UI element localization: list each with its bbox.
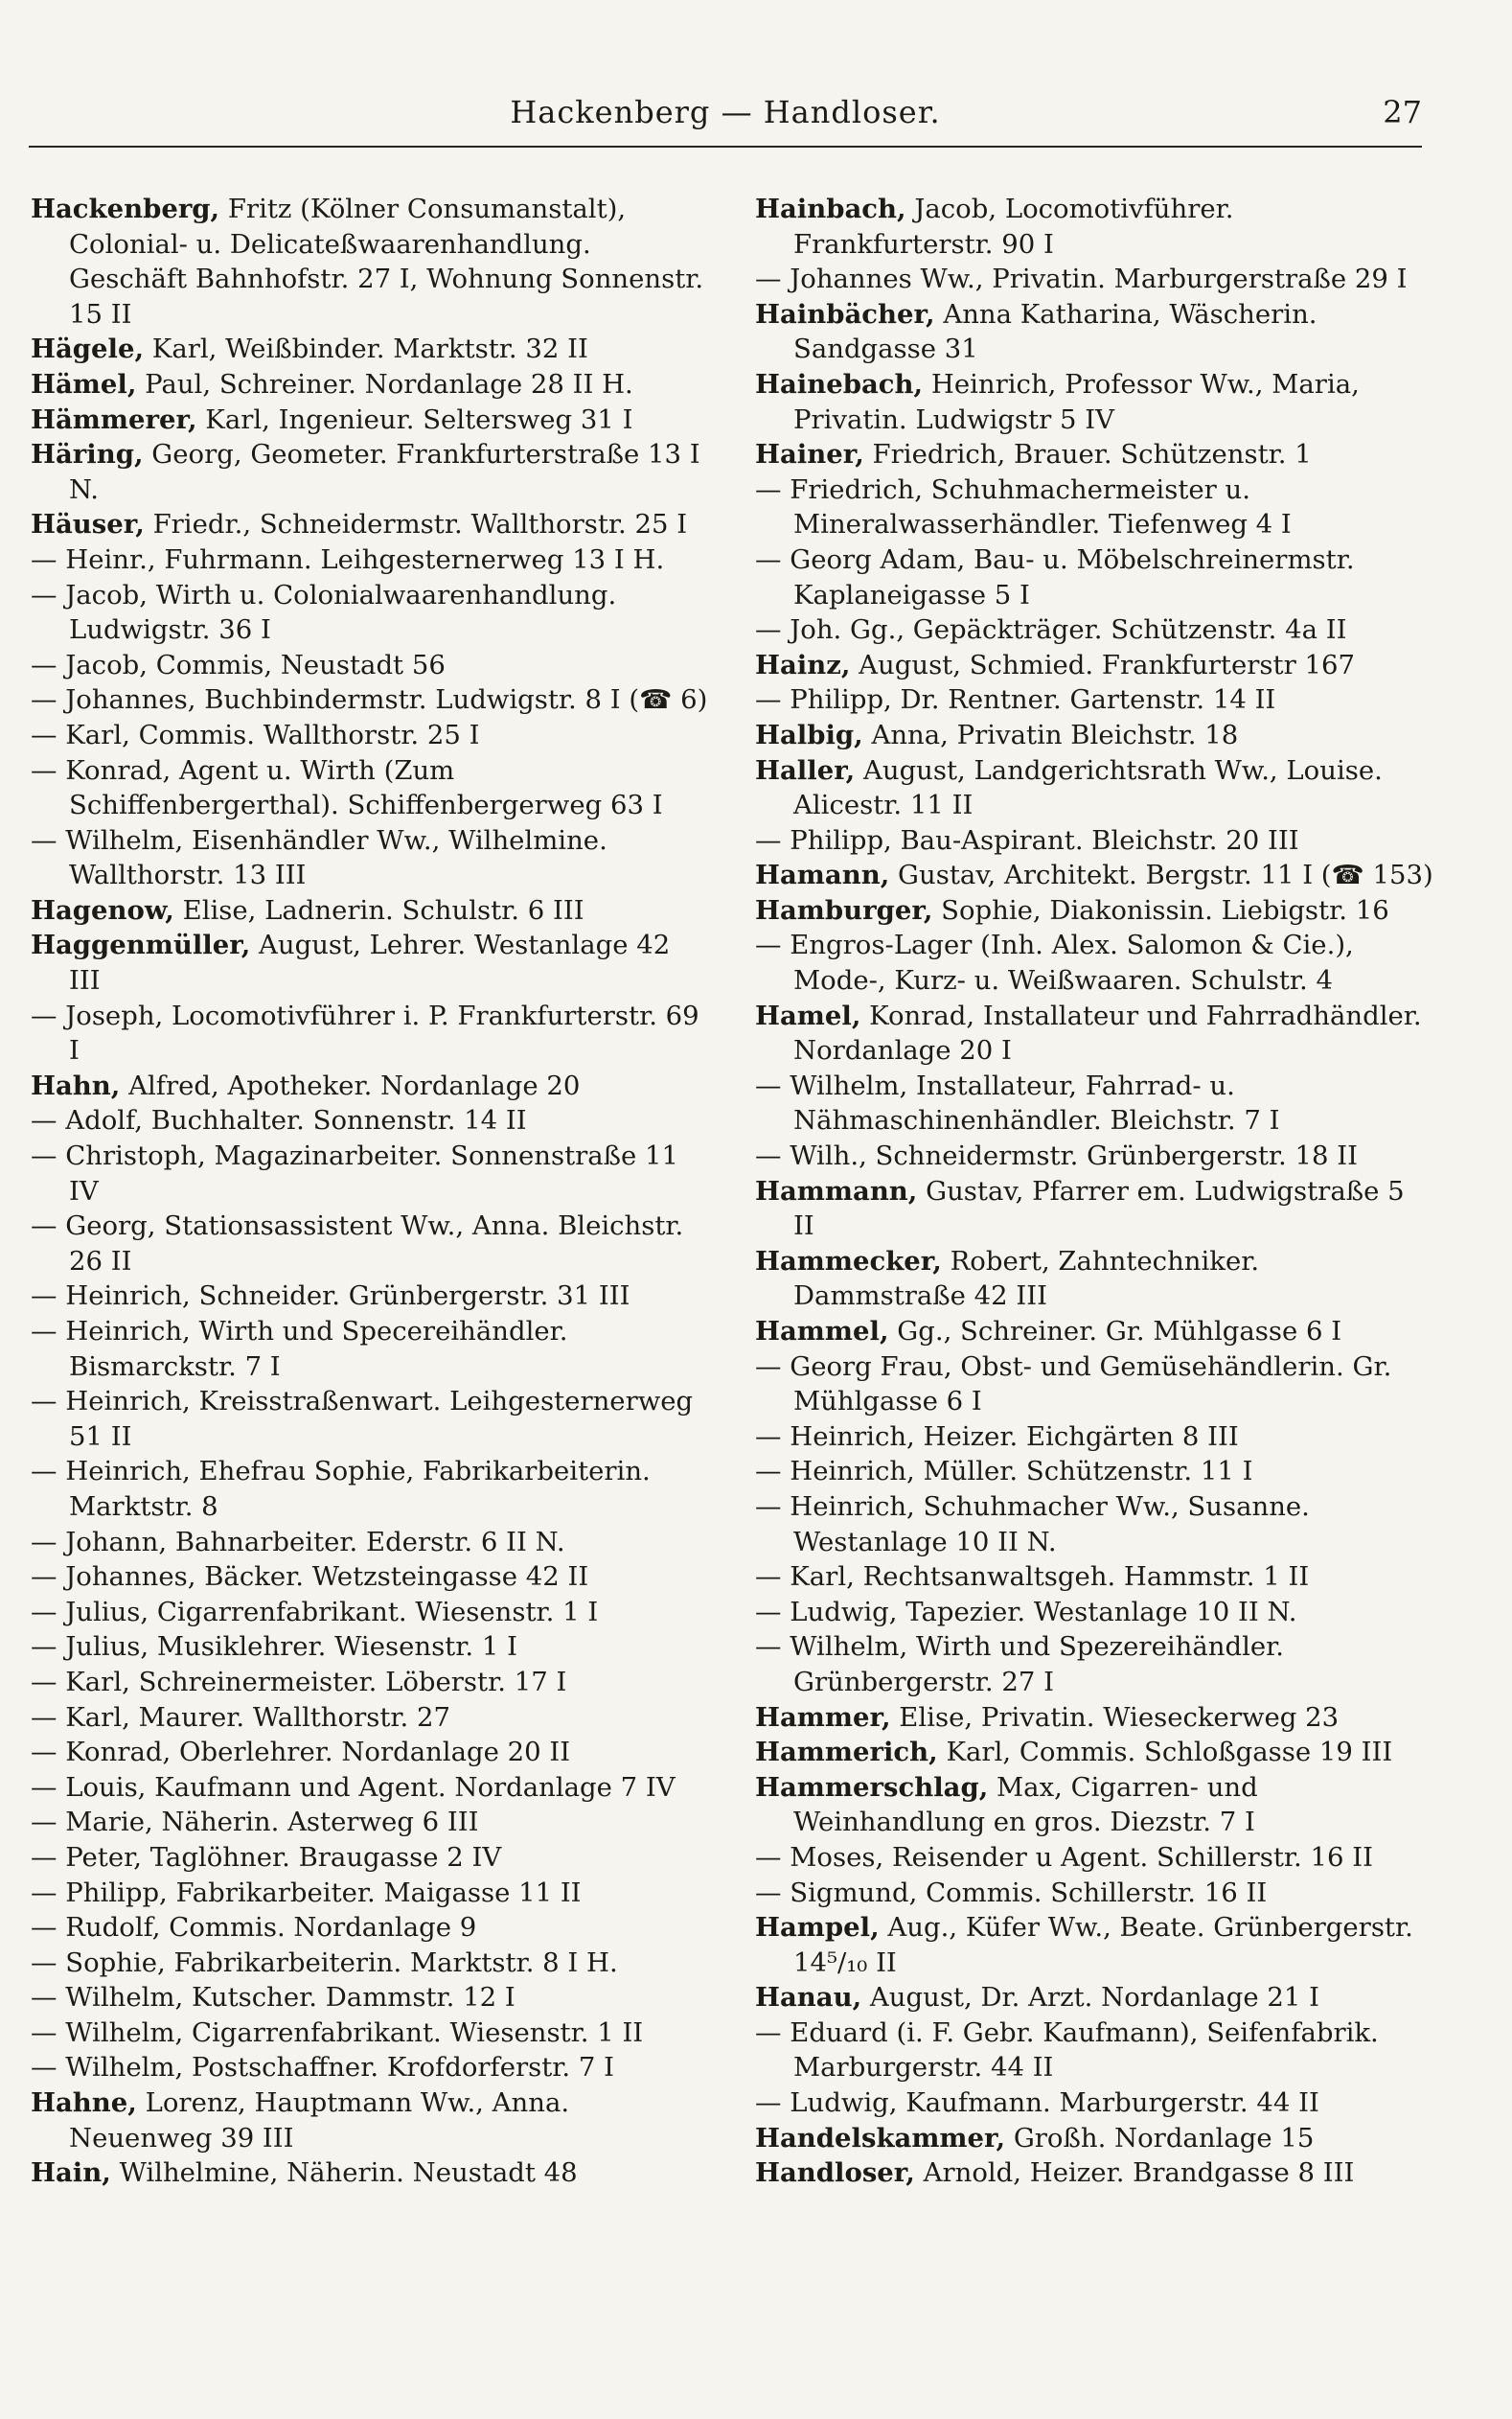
entry-details: Gustav, Pfarrer em. Ludwigstraße 5 II <box>793 1175 1405 1242</box>
directory-entry <box>755 1174 1433 1244</box>
directory-entry <box>755 472 1433 542</box>
entry-details: Friedrich, Brauer. Schützenstr. 1 <box>863 439 1312 471</box>
entry-surname: Hainbächer, <box>755 298 935 330</box>
directory-entry <box>31 1595 709 1630</box>
directory-entry <box>31 823 709 893</box>
directory-entry <box>31 332 709 367</box>
directory-entry <box>755 1139 1433 1174</box>
entry-details: — Wilhelm, Postschaffner. Krofdorferstr. 7 I <box>31 2052 615 2084</box>
directory-entry <box>31 648 709 683</box>
directory-entry <box>31 1980 709 2016</box>
entry-surname: Hamburger, <box>755 894 933 926</box>
entry-details: August, Schmied. Frankfurterstr 167 <box>850 649 1355 680</box>
entry-surname: Hammer, <box>755 1701 891 1733</box>
running-title: Hackenberg — Handloser. <box>510 94 941 130</box>
entry-details: August, Lehrer. Westanlage 42 III <box>69 930 671 997</box>
directory-entry <box>31 928 709 998</box>
entry-details: — Engros-Lager (Inh. Alex. Salomon & Cie.), Mode-, Kurz- u. Weißwaaren. Schulstr. 4 <box>755 930 1354 997</box>
entry-surname: Hägele, <box>31 334 145 365</box>
directory-entry <box>31 2050 709 2085</box>
entry-details: Karl, Weißbinder. Marktstr. 32 II <box>144 334 588 365</box>
entry-surname: Hamel, <box>755 1000 861 1031</box>
directory-entry <box>755 1595 1433 1630</box>
entry-details: Lorenz, Hauptmann Ww., Anna. Neuenweg 39 III <box>69 2087 570 2154</box>
entry-details: — Georg Adam, Bau- u. Möbelschreinermstr. Kaplaneigasse 5 I <box>755 543 1355 611</box>
directory-entry <box>31 507 709 542</box>
entry-surname: Hampel, <box>755 1912 880 1944</box>
directory-entry <box>755 1559 1433 1595</box>
entry-details: Aug., Küfer Ww., Beate. Grünbergerstr. 14⁵/₁₀ II <box>793 1912 1413 1978</box>
entry-surname: Häring, <box>31 439 144 471</box>
entry-details: — Joh. Gg., Gepäckträger. Schützenstr. 4a II <box>755 614 1347 646</box>
entry-details: Elise, Privatin. Wieseckerweg 23 <box>890 1701 1340 1733</box>
directory-entry <box>755 192 1433 262</box>
page-header <box>29 88 1422 136</box>
directory-entry <box>755 2121 1433 2156</box>
entry-details: — Karl, Maurer. Wallthorstr. 27 <box>31 1701 450 1733</box>
entry-details: — Johann, Bahnarbeiter. Ederstr. 6 II N. <box>31 1526 565 1557</box>
entry-details: Paul, Schreiner. Nordanlage 28 II H. <box>136 368 633 400</box>
directory-entry <box>31 1069 709 1104</box>
directory-entry <box>755 2016 1433 2085</box>
entry-details: — Konrad, Oberlehrer. Nordanlage 20 II <box>31 1737 571 1768</box>
entry-surname: Hainer, <box>755 439 864 471</box>
left-column <box>31 192 709 2191</box>
directory-entry <box>755 2155 1433 2191</box>
directory-entry <box>31 682 709 718</box>
entry-details: — Konrad, Agent u. Wirth (Zum Schiffenbergerthal). Schiffenbergerweg 63 I <box>31 754 663 821</box>
entry-surname: Hainbach, <box>755 194 906 224</box>
entry-details: — Julius, Cigarrenfabrikant. Wiesenstr. 1 I <box>31 1596 599 1627</box>
entry-details: — Heinrich, Wirth und Specereihändler. Bismarckstr. 7 I <box>31 1316 568 1382</box>
entry-details: — Sigmund, Commis. Schillerstr. 16 II <box>755 1877 1268 1908</box>
entry-details: Elise, Ladnerin. Schulstr. 6 III <box>173 894 584 926</box>
entry-details: — Philipp, Dr. Rentner. Gartenstr. 14 II <box>755 684 1276 716</box>
entry-surname: Hagenow, <box>31 894 174 926</box>
entry-details: — Friedrich, Schuhmachermeister u. Mineralwasserhändler. Tiefenweg 4 I <box>755 473 1292 541</box>
entry-details: — Karl, Rechtsanwaltsgeh. Hammstr. 1 II <box>755 1561 1310 1593</box>
entry-details: Alfred, Apotheker. Nordanlage 20 <box>120 1070 581 1101</box>
entry-details: Jacob, Locomotivführer. Frankfurterstr. 90 I <box>793 194 1234 260</box>
entry-surname: Hämmerer, <box>31 403 197 435</box>
entry-details: August, Landgerichtsrath Ww., Louise. Alicestr. 11 II <box>793 754 1383 821</box>
entry-details: — Johannes, Bäcker. Wetzsteingasse 42 II <box>31 1561 589 1593</box>
entry-details: Sophie, Diakonissin. Liebigstr. 16 <box>932 894 1389 926</box>
directory-entry <box>31 1805 709 1840</box>
directory-entry <box>755 1735 1433 1770</box>
entry-details: Heinrich, Professor Ww., Maria, Privatin. Ludwigstr 5 IV <box>793 368 1360 435</box>
entry-details: — Joseph, Locomotivführer i. P. Frankfurterstr. 69 I <box>31 1000 699 1067</box>
entry-surname: Hainz, <box>755 649 851 680</box>
directory-entry <box>31 753 709 823</box>
entry-surname: Haller, <box>755 754 856 786</box>
directory-entry <box>31 1525 709 1560</box>
directory-entry <box>755 1314 1433 1349</box>
entry-details: — Wilhelm, Cigarrenfabrikant. Wiesenstr. 1 II <box>31 2016 644 2048</box>
entry-details: — Julius, Musiklehrer. Wiesenstr. 1 I <box>31 1631 517 1663</box>
directory-entry <box>755 893 1433 929</box>
directory-entry <box>31 1279 709 1314</box>
directory-entry <box>31 1139 709 1209</box>
directory-entry <box>31 192 709 332</box>
entry-surname: Hahne, <box>31 2087 137 2119</box>
entry-surname: Handloser, <box>755 2157 915 2189</box>
entry-details: — Sophie, Fabrikarbeiterin. Marktstr. 8 I H. <box>31 1947 618 1978</box>
entry-details: — Georg, Stationsassistent Ww., Anna. Bleichstr. 26 II <box>31 1210 684 1277</box>
entry-details: Arnold, Heizer. Brandgasse 8 III <box>914 2157 1355 2189</box>
entry-surname: Hammerich, <box>755 1737 938 1768</box>
entry-details: — Georg Frau, Obst- und Gemüsehändlerin. Gr. Mühlgasse 6 I <box>755 1350 1392 1417</box>
entry-details: — Karl, Schreinermeister. Löberstr. 17 I <box>31 1666 567 1697</box>
directory-entry <box>755 1629 1433 1699</box>
entry-details: Gg., Schreiner. Gr. Mühlgasse 6 I <box>888 1316 1342 1347</box>
directory-entry <box>31 2016 709 2051</box>
entry-details: — Karl, Commis. Wallthorstr. 25 I <box>31 719 480 750</box>
entry-details: — Wilhelm, Installateur, Fahrrad- u. Nähmaschinenhändler. Bleichstr. 7 I <box>755 1070 1280 1137</box>
entry-surname: Hainebach, <box>755 368 924 400</box>
entry-details: — Heinrich, Schuhmacher Ww., Susanne. Westanlage 10 II N. <box>755 1490 1310 1557</box>
entry-surname: Hämel, <box>31 368 137 400</box>
entry-surname: Haggenmüller, <box>31 930 251 961</box>
entry-details: — Jacob, Wirth u. Colonialwaarenhandlung. Ludwigstr. 36 I <box>31 579 617 646</box>
directory-entry <box>31 403 709 438</box>
directory-entry <box>755 1840 1433 1876</box>
directory-entry <box>31 1910 709 1946</box>
entry-details: — Peter, Taglöhner. Braugasse 2 IV <box>31 1841 502 1873</box>
entry-details: — Jacob, Commis, Neustadt 56 <box>31 649 446 680</box>
entry-details: Großh. Nordanlage 15 <box>1005 2122 1315 2154</box>
entry-details: — Marie, Näherin. Asterweg 6 III <box>31 1807 479 1838</box>
directory-entry <box>31 367 709 403</box>
entry-details: — Heinrich, Kreisstraßenwart. Leihgesternerweg 51 II <box>31 1386 694 1452</box>
directory-entry <box>31 1314 709 1384</box>
entry-surname: Hamann, <box>755 860 890 891</box>
entry-details: — Heinr., Fuhrmann. Leihgesternerweg 13 I H. <box>31 543 665 575</box>
directory-entry <box>31 437 709 507</box>
entry-surname: Hammann, <box>755 1175 918 1207</box>
directory-entry <box>31 1946 709 1981</box>
directory-entry <box>31 1629 709 1665</box>
entry-details: — Louis, Kaufmann und Agent. Nordanlage 7 IV <box>31 1771 676 1803</box>
entry-details: — Eduard (i. F. Gebr. Kaufmann), Seifenfabrik. Marburgerstr. 44 II <box>755 2016 1379 2084</box>
directory-entry <box>755 753 1433 823</box>
entry-details: — Moses, Reisender u Agent. Schillerstr. 16 II <box>755 1841 1374 1873</box>
directory-entry <box>31 1700 709 1736</box>
entry-details: Karl, Commis. Schloßgasse 19 III <box>937 1737 1393 1768</box>
directory-entry <box>755 262 1433 297</box>
entry-details: — Wilhelm, Eisenhändler Ww., Wilhelmine. Wallthorstr. 13 III <box>31 824 607 891</box>
entry-details: — Heinrich, Heizer. Eichgärten 8 III <box>755 1420 1239 1452</box>
directory-entry <box>31 1384 709 1454</box>
entry-surname: Hammel, <box>755 1316 889 1347</box>
directory-entry <box>31 1559 709 1595</box>
directory-entry <box>755 1770 1433 1840</box>
directory-entry <box>755 1980 1433 2016</box>
directory-entry <box>755 999 1433 1069</box>
directory-entry <box>755 1454 1433 1489</box>
entry-details: Fritz (Kölner Consumanstalt), Colonial- u. Delicateßwaarenhandlung. Geschäft Bahnhofstr. 27 I, Wohnung Sonnenstr. 15 II <box>69 194 704 330</box>
directory-entry <box>755 682 1433 718</box>
entry-surname: Häuser, <box>31 509 145 541</box>
directory-entry <box>31 1840 709 1876</box>
directory-entry <box>755 928 1433 998</box>
directory-entry <box>755 1489 1433 1559</box>
entry-details: Karl, Ingenieur. Selterswеg 31 I <box>196 403 633 435</box>
entry-details: — Heinrich, Schneider. Grünbergerstr. 31 III <box>31 1280 630 1312</box>
entry-details: Anna Katharina, Wäscherin. Sandgasse 31 <box>793 298 1317 365</box>
entry-details: — Ludwig, Kaufmann. Marburgerstr. 44 II <box>755 2087 1319 2119</box>
entry-surname: Hahn, <box>31 1070 121 1101</box>
entry-details: — Heinrich, Ehefrau Sophie, Fabrikarbeiterin. Marktstr. 8 <box>31 1456 651 1522</box>
entry-surname: Hain, <box>31 2157 111 2189</box>
entry-details: — Rudolf, Commis. Nordanlage 9 <box>31 1912 477 1944</box>
directory-entry <box>31 999 709 1069</box>
entry-details: Gustav, Architekt. Bergstr. 11 I (☎ 153) <box>889 860 1433 891</box>
entry-surname: Handelskammer, <box>755 2122 1006 2154</box>
directory-entry <box>31 1454 709 1524</box>
entry-details: Robert, Zahntechniker. Dammstraße 42 III <box>793 1245 1260 1312</box>
entry-surname: Halbig, <box>755 719 863 750</box>
directory-entry <box>755 1069 1433 1139</box>
directory-entry <box>31 1770 709 1806</box>
right-column <box>755 192 1433 2191</box>
entry-details: Georg, Geometer. Frankfurterstraße 13 I N. <box>69 439 700 505</box>
directory-entry <box>755 612 1433 648</box>
entry-details: Friedr., Schneidermstr. Wallthorstr. 25 I <box>144 509 688 541</box>
entry-details: — Wilhelm, Kutscher. Dammstr. 12 I <box>31 1982 515 2014</box>
directory-entry <box>755 542 1433 612</box>
entry-surname: Hammerschlag, <box>755 1771 989 1803</box>
directory-entry <box>755 1700 1433 1736</box>
entry-details: Wilhelmine, Näherin. Neustadt 48 <box>110 2157 578 2189</box>
header-rule <box>29 146 1422 148</box>
directory-entry <box>755 648 1433 683</box>
entry-details: Anna, Privatin Bleichstr. 18 <box>862 719 1239 750</box>
directory-entry <box>755 1349 1433 1419</box>
directory-entry <box>755 367 1433 437</box>
directory-entry <box>755 823 1433 859</box>
entry-details: — Wilhelm, Wirth und Spezereihändler. Grünbergerstr. 27 I <box>755 1631 1285 1697</box>
entry-details: — Adolf, Buchhalter. Sonnenstr. 14 II <box>31 1105 527 1137</box>
entry-details: — Christoph, Magazinarbeiter. Sonnenstraße 11 IV <box>31 1140 679 1207</box>
entry-details: — Ludwig, Tapezier. Westanlage 10 II N. <box>755 1596 1297 1627</box>
entry-details: — Heinrich, Müller. Schützenstr. 11 I <box>755 1456 1253 1487</box>
directory-entry <box>755 1419 1433 1455</box>
directory-entry <box>31 718 709 753</box>
entry-surname: Hanau, <box>755 1982 862 2014</box>
directory-entry <box>31 1103 709 1139</box>
directory-entry <box>755 297 1433 367</box>
directory-entry <box>755 437 1433 472</box>
entry-details: Max, Cigarren- und Weinhandlung en gros. Diezstr. 7 I <box>793 1771 1258 1838</box>
directory-entry <box>755 1876 1433 1911</box>
entry-surname: Hammecker, <box>755 1245 942 1277</box>
directory-entry <box>755 1244 1433 1314</box>
page-number: 27 <box>1383 94 1422 130</box>
directory-entry <box>31 1876 709 1911</box>
directory-entry <box>31 893 709 929</box>
directory-entry <box>755 718 1433 753</box>
directory-entry <box>31 1665 709 1700</box>
entry-details: — Philipp, Bau-Aspirant. Bleichstr. 20 III <box>755 824 1299 856</box>
directory-entry <box>755 2085 1433 2121</box>
directory-entry <box>31 542 709 578</box>
entry-details: Konrad, Installateur und Fahrradhändler. Nordanlage 20 I <box>793 1000 1422 1067</box>
directory-entry <box>31 1209 709 1279</box>
directory-entry <box>755 1910 1433 1980</box>
directory-entry <box>755 858 1433 893</box>
entry-surname: Hackenberg, <box>31 194 220 224</box>
directory-entry <box>31 2085 709 2155</box>
directory-entry <box>31 578 709 648</box>
entry-details: — Philipp, Fabrikarbeiter. Maigasse 11 II <box>31 1877 582 1908</box>
entry-details: — Johannes, Buchbindermstr. Ludwigstr. 8 I (☎ 6) <box>31 684 708 716</box>
directory-entry <box>31 2155 709 2191</box>
entry-details: — Wilh., Schneidermstr. Grünbergerstr. 18 II <box>755 1140 1358 1172</box>
directory-entry <box>31 1735 709 1770</box>
entry-details: — Johannes Ww., Privatin. Marburgerstraße 29 I <box>755 264 1408 295</box>
entry-details: August, Dr. Arzt. Nordanlage 21 I <box>861 1982 1320 2014</box>
